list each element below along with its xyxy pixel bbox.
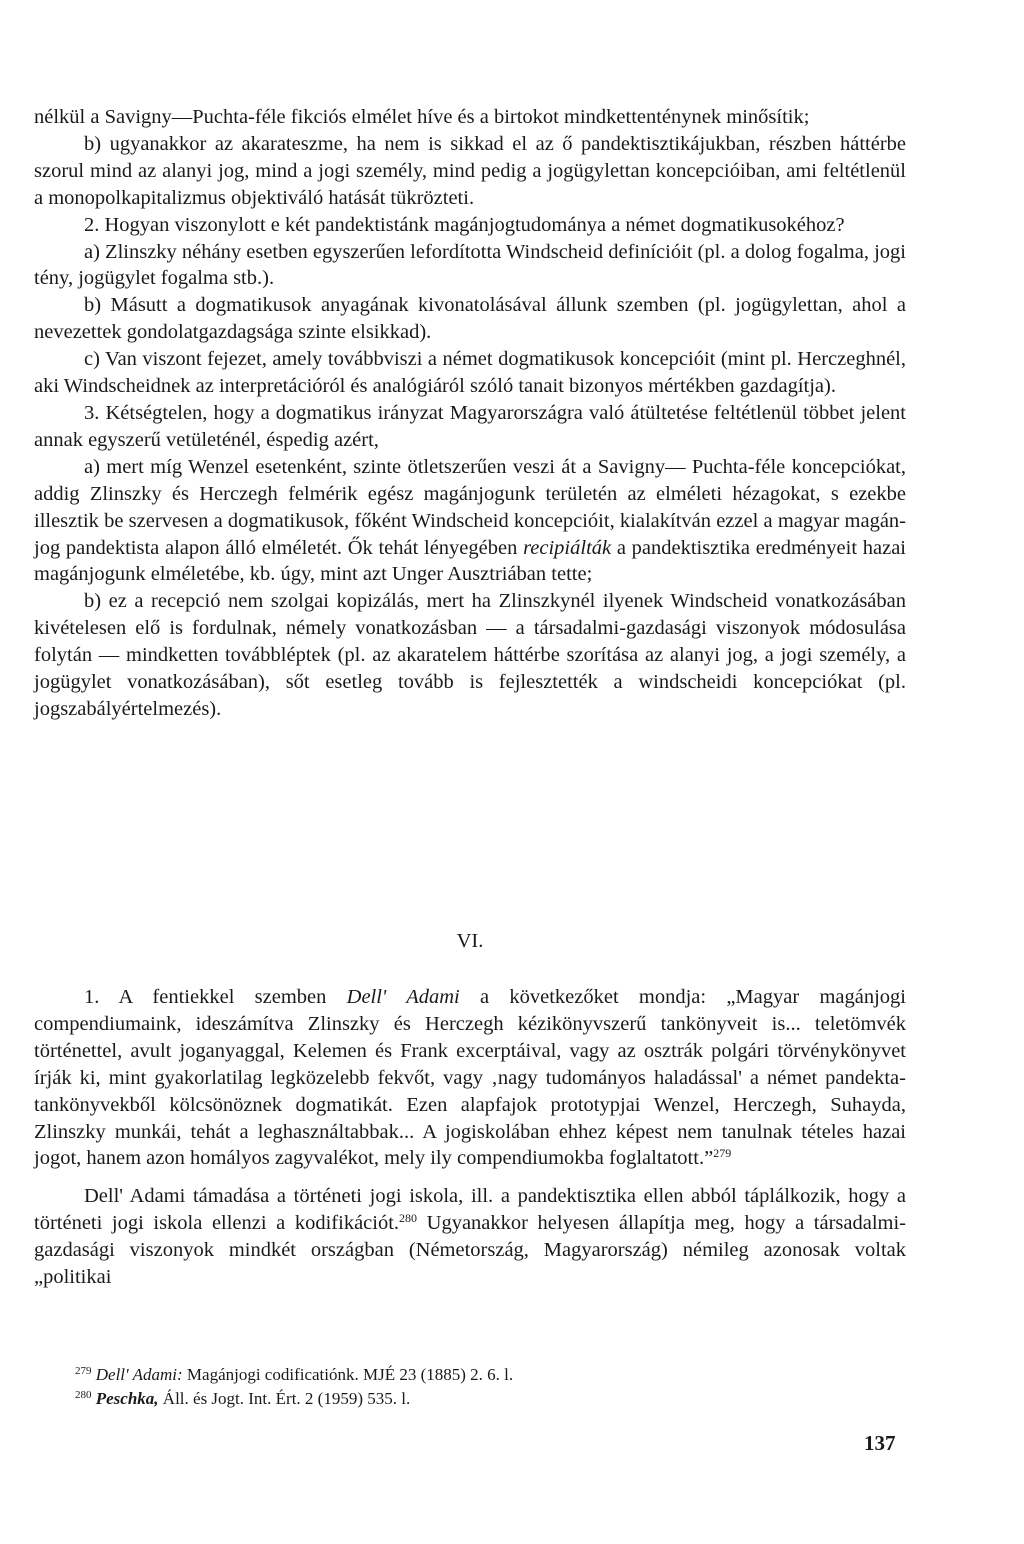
section-paragraph-2	[34, 1183, 906, 1291]
footnote-ref-280: 280	[399, 1211, 418, 1226]
paragraph-2b: b) Másutt a dogmatikusok anyagának kivonatolásával állunk szemben (pl. jogügylettan, ahol a nevezettek gondolatgazdagsága szinte elsikkad).	[34, 294, 906, 344]
section-heading: VI.	[456, 930, 484, 952]
page-number: 137	[864, 1431, 896, 1455]
section-paragraph-1-start: 1. A fentiekkel szemben	[84, 986, 347, 1008]
emphasis-recipialtak: recipiálták	[523, 536, 612, 559]
paragraph-3: 3. Kétségtelen, hogy a dogmatikus irányzat Magyarországra való átültetése feltétlenül többet jelent annak egyszerű vetületénél, éspedig azért,	[34, 401, 906, 451]
paragraph-3a	[34, 454, 906, 589]
paragraph-1: nélkül a Savigny—Puchta-féle fikciós elmélet híve és a birtokot mindkettenténynek minősítik;	[34, 106, 810, 128]
footnote-author: Peschka,	[95, 1389, 159, 1408]
paragraph-2: 2. Hogyan viszonylott e két pandektistánk magánjogtudománya a német dogmatikusokéhoz?	[84, 213, 845, 236]
footnote-text: Magánjogi codificatiónk. MJÉ 23 (1885) 2. 6. l.	[182, 1365, 514, 1384]
footnote-280	[75, 1387, 875, 1411]
paragraph-2c: c) Van viszont fejezet, amely továbbviszi a német dogmatikusok koncepcióit (mint pl. Herczeghnél, aki Windscheidnek az interpretációról és analógiáról szóló tanait bizonyos mértékben gazdagítja).	[34, 348, 906, 398]
body-text	[34, 104, 906, 723]
footnote-number: 279	[75, 1365, 92, 1377]
footnote-279	[75, 1363, 875, 1387]
footnotes	[75, 1363, 875, 1411]
section-paragraph-2-start: Dell' Adami támadása a történeti jogi iskola, ill. a pandektisztika ellen abból táplálkozik, hogy a történeti jogi iskola ellenzi a kodifikációt.	[34, 1185, 906, 1235]
section-paragraph-1	[34, 984, 906, 1172]
footnote-ref-279: 279	[713, 1146, 732, 1161]
paragraph-2a: a) Zlinszky néhány esetben egyszerűen lefordította Windscheid definícióit (pl. a dolog fogalma, jogi tény, jogügylet fogalma stb.).	[34, 240, 906, 290]
footnote-author: Dell' Adami:	[95, 1365, 183, 1384]
section-paragraph-2-end: Ugyanakkor helyesen állapítja meg, hogy a társadalmi-gazdasági viszonyok mindkét országban (Németország, Magyarország) némileg azonosak voltak „politikai	[34, 1212, 906, 1289]
paragraph-3b: b) ez a recepció nem szolgai kopizálás, mert ha Zlinszkynél ilyenek Windscheid vonatkozásában kivételesen elő is fordulnak, némely vonatkozásban — a társadalmi-gazdasági viszonyok módosulása folytán — mindketten továbbléptek (pl. az akaratelem háttérbe szorítása az alanyi jog, a jogi személy, a jogügylet vonatkozásában), sőt esetleg tovább is fejlesztették a windscheidi koncepciókat (pl. jogszabályértelmezés).	[34, 590, 906, 720]
section-paragraph-1-quote: a következőket mondja: „Magyar magánjogi compendiumaink, ideszámítva Zlinszky és Herczegh kézikönyvszerű tankönyveit is... teletömvék történettel, avult joganyaggal, Kelemen és Frank excerptáival, vagy az osztrák polgári törvénykönyvet írják ki, mint gyakorlatilag legközelebb fekvőt, vagy ‚nagy tudományos haladással' a német pandektatankönyvekből kölcsönöznek dogmatikát. Ezen alapfajok prototypjai Wenzel, Herczegh, Suhayda, Zlinszky munkái, tehát a leghasználtabbak... A jogiskolában ehhez képest nem tanulnak tételes hazai jogot, hanem azon homályos zagyvalékot, mely ily compendiumokba foglaltatott.”	[34, 986, 906, 1170]
footnote-number: 280	[75, 1389, 92, 1401]
emphasis-dell-adami: Dell' Adami	[346, 986, 460, 1008]
footnote-text: Áll. és Jogt. Int. Ért. 2 (1959) 535. l.	[158, 1389, 411, 1408]
section-vi	[34, 984, 906, 1291]
paragraph-3a-text-end: a pandektisztika eredményeit hazai magánjogunk elméletébe, kb. úgy, mint azt Unger Ausztriában tette;	[34, 536, 906, 586]
paragraph-3a-text-start: a) mert míg Wenzel esetenként, szinte ötletszerűen veszi át a Savigny— Puchta-féle koncepciókat, addig Zlinszky és Herczegh felmérik egész magánjogunk területén az elméleti hézagokat, s ezekbe illesztik be szervesen a dogmatikusok, főként Windscheid koncepcióit, kialakítván ezzel a magyar magánjog pandektista alapon álló elméletét. Ők tehát lényegében	[34, 455, 906, 559]
paragraph-1b: b) ugyanakkor az akarateszme, ha nem is sikkad el az ő pandektisztikájukban, részben háttérbe szorul mind az alanyi jog, mind a jogi személy, mind pedig a jogügylettan koncepcióiban, ami feltétlenül a monopolkapitalizmus objektiváló hatását tükrözteti.	[34, 132, 906, 209]
